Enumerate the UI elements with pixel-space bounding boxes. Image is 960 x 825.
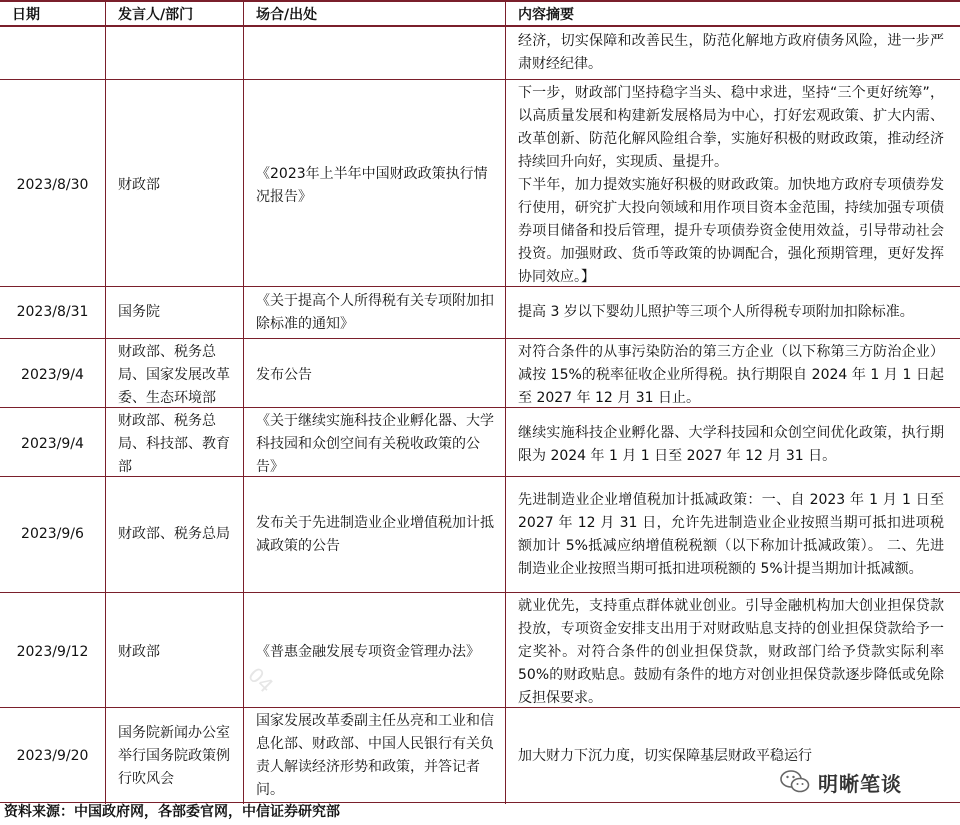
summary-paragraph: 下一步，财政部门坚持稳字当头、稳中求进，坚持“三个更好统筹”，以高质量发展和构建新发展格局为中心，打好宏观政策、扩大内需、改革创新、防范化解风险组合拳，实施好积极的财政政策，推动经济持续回升向好，实现质、量提升。 [518,85,944,170]
table-header-row [0,2,960,27]
row-summary [506,339,960,412]
row-occasion: 发布公告 [244,339,506,412]
source-note: 资料来源：中国政府网，各部委官网，中信证券研究部 [4,804,340,820]
row-date: 2023/9/20 [0,708,106,804]
summary-paragraph: 对符合条件的从事污染防治的第三方企业（以下称第三方防治企业）减按 15%的税率征收企业所得税。执行期限自 2024 年 1 月 1 日起至 2027 年 12 月 31 日止。 [518,344,944,406]
row-speaker: 财政部 [106,80,244,291]
row-speaker: 财政部、税务总局、国家发展改革委、生态环境部 [106,339,244,412]
table-row [0,80,960,287]
summary-paragraph: 继续实施科技企业孵化器、大学科技园和众创空间优化政策，执行期限为 2024 年 1 月 1 日至 2027 年 12 月 31 日。 [518,424,944,464]
table-row [0,27,960,80]
row-occasion: 国家发展改革委副主任丛亮和工业和信息化部、财政部、中国人民银行有关负责人解读经济形势和政策，并答记者问。 [244,708,506,804]
row-date: 2023/9/4 [0,408,106,481]
row-speaker: 财政部、税务总局 [106,477,244,592]
header-date: 日期 [0,2,106,29]
row-speaker [106,27,244,79]
row-occasion: 《关于继续实施科技企业孵化器、大学科技园和众创空间有关税收政策的公告》 [244,408,506,481]
summary-paragraph: 先进制造业企业增值税加计抵减政策：一、自 2023 年 1 月 1 日至 2027 年 12 月 31 日，允许先进制造业企业按照当期可抵扣进项税额加计 5%抵减应纳增值税税额（以下称加计抵减政策）。 二、先进制造业企业按照当期可抵扣进项税额的 5%计提当期加计抵减额。 [518,491,944,577]
table-row [0,477,960,593]
summary-paragraph: 加大财力下沉力度，切实保障基层财政平稳运行 [518,747,812,764]
row-summary [506,80,960,291]
header-occasion: 场合/出处 [244,2,506,29]
header-summary: 内容摘要 [518,7,574,23]
row-summary [506,477,960,592]
ghost-watermark: 04 [243,662,279,698]
wechat-icon [780,769,810,795]
row-date: 2023/8/31 [0,287,106,338]
summary-paragraph: 就业优先，支持重点群体就业创业。引导金融机构加大创业担保贷款投放，专项资金安排支出用于对财政贴息支持的创业担保贷款给予一定奖补。对符合条件的创业担保贷款，财政部门给予贷款实际利率 50%的财政贴息。鼓励有条件的地方对创业担保贷款逐步降低或免除反担保要求。 [518,598,944,706]
row-occasion [244,27,506,79]
row-speaker: 国务院 [106,287,244,338]
table-row [0,287,960,339]
watermark-text: 明晰笔谈 [818,771,902,796]
table-row [0,593,960,708]
table-row [0,408,960,477]
row-summary [506,593,960,712]
row-date: 2023/8/30 [0,80,106,291]
row-speaker: 财政部、税务总局、科技部、教育部 [106,408,244,481]
header-speaker: 发言人/部门 [106,2,244,29]
row-date: 2023/9/4 [0,339,106,412]
summary-paragraph: 提高 3 岁以下婴幼儿照护等三项个人所得税专项附加扣除标准。 [518,304,914,320]
wechat-watermark [780,766,902,798]
row-occasion: 发布关于先进制造业企业增值税加计抵减政策的公告 [244,477,506,592]
row-summary [506,408,960,481]
row-speaker: 财政部 [106,593,244,712]
row-occasion: 《普惠金融发展专项资金管理办法》 [244,593,506,712]
row-summary [506,287,960,338]
table-row [0,339,960,408]
row-date: 2023/9/6 [0,477,106,592]
summary-paragraph: 下半年，加力提效实施好积极的财政政策。加快地方政府专项债券发行使用，研究扩大投向领域和用作项目资本金范围，持续加强专项债券项目储备和投后管理，提升专项债券资金使用效益，引导带动社会投资。加强财政、货币等政策的协调配合，强化预期管理，更好发挥协同效应。】 [518,177,944,285]
row-date [0,27,106,79]
row-speaker: 国务院新闻办公室举行国务院政策例行吹风会 [106,708,244,804]
row-date: 2023/9/12 [0,593,106,712]
row-summary [506,27,960,79]
summary-paragraph: 经济，切实保障和改善民生，防范化解地方政府债务风险，进一步严肃财经纪律。 [518,33,944,72]
row-occasion: 《关于提高个人所得税有关专项附加扣除标准的通知》 [244,287,506,338]
row-occasion: 《2023年上半年中国财政政策执行情况报告》 [244,80,506,291]
